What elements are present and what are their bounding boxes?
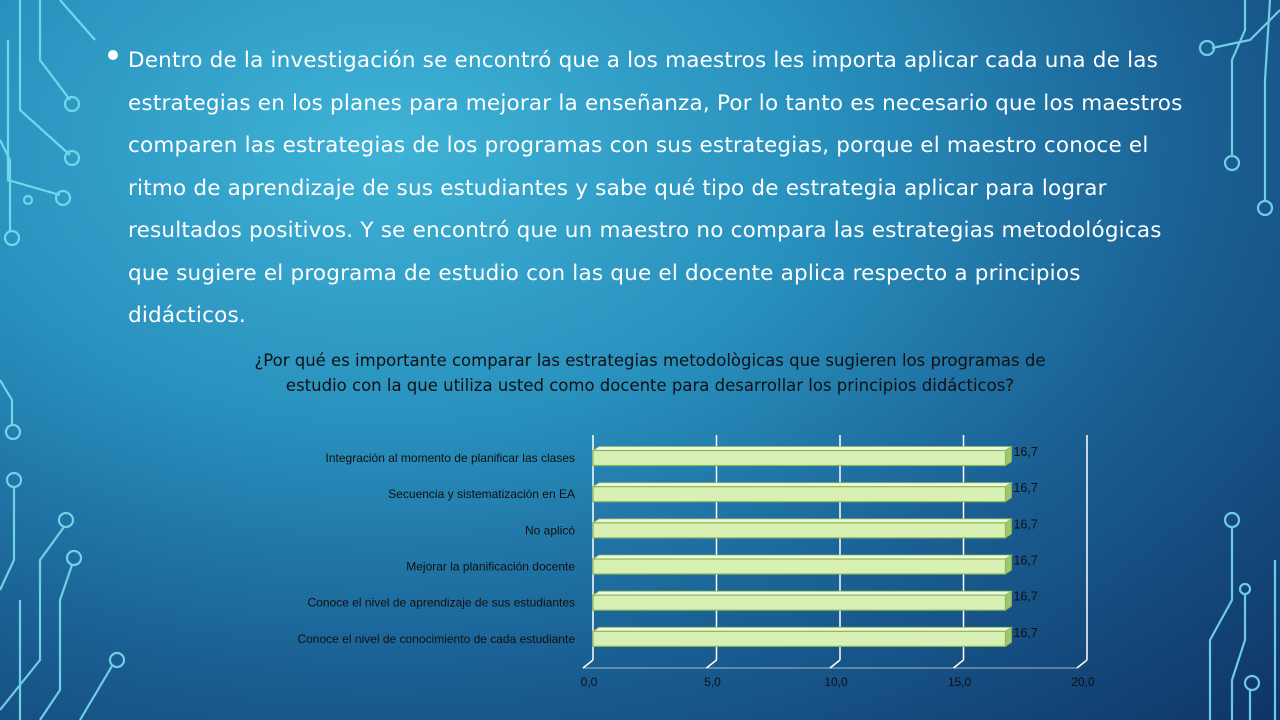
gridline-floor: [707, 660, 717, 668]
gridline-floor: [830, 660, 840, 668]
body-text: Dentro de la investigación se encontró que a los maestros les importa aplicar cada una de las estrategias en los planes para mejorar la enseñanza, Por lo tanto es necesario que los maestros comparen las estrategias de los programas con sus estrategias, porque el maestro conoce el ritmo de aprendizaje de sus estudiantes y sabe qué tipo de estrategia aplicar para lograr resultados positivos. Y se encontró que un maestro no compara las estrategias metodológicas que sugiere el programa de estudio con las que el docente aplica respecto a principios didácticos.: [128, 48, 1183, 328]
bar: [593, 487, 1005, 502]
bar: [593, 523, 1005, 538]
category-label: Conoce el nivel de aprendizaje de sus estudiantes: [307, 595, 575, 610]
category-label: Conoce el nivel de conocimiento de cada estudiante: [297, 631, 575, 646]
x-tick-label: 15,0: [947, 675, 972, 689]
bar-top-face: [593, 483, 1011, 487]
x-tick-label: 20,0: [1071, 675, 1095, 689]
bar-top-face: [593, 447, 1011, 451]
value-label: 16,7: [1013, 517, 1038, 532]
x-tick-label: 5,0: [704, 675, 721, 689]
chart-title: ¿Por qué es importante comparar las estrategias metodològicas que sugieren los programas de estudio con la que utiliza usted como docente para desarrollar los principios didácticos?: [254, 351, 1046, 395]
value-label: 16,7: [1013, 445, 1038, 459]
x-tick-label: 10,0: [824, 675, 848, 689]
bar: [593, 559, 1005, 574]
bar: [593, 451, 1005, 466]
bar: [593, 595, 1005, 610]
category-label: Mejorar la planificación docente: [406, 559, 575, 574]
category-label: Secuencia y sistematización en EA: [388, 487, 575, 502]
x-tick-label: 0,0: [580, 675, 598, 689]
gridline-floor: [583, 660, 593, 668]
value-label: 16,7: [1013, 481, 1038, 496]
category-label: No aplicó: [524, 523, 575, 538]
bar: [593, 631, 1005, 646]
category-label: Integración al momento de planificar las clases: [325, 451, 575, 465]
gridline-floor: [954, 660, 964, 668]
value-label: 16,7: [1013, 589, 1038, 604]
gridline-floor: [1077, 660, 1087, 668]
value-label: 16,7: [1013, 553, 1038, 568]
value-label: 16,7: [1013, 625, 1038, 640]
